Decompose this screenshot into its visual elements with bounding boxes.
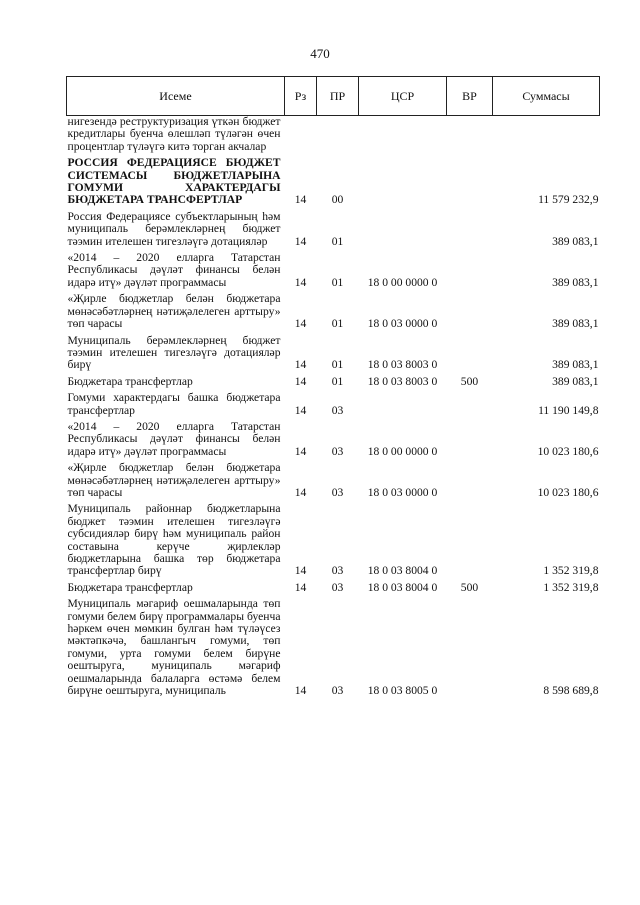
table-row [67, 582, 600, 598]
row-name: Бюджетара трансфертлар [67, 374, 193, 388]
row-rz: 14 [294, 275, 307, 289]
row-csr: 18 0 03 8004 0 [367, 564, 438, 578]
table-body [67, 116, 600, 702]
row-name: Бюджетара трансфертлар [67, 580, 193, 594]
row-csr: 18 0 03 8003 0 [367, 358, 438, 372]
row-name: РОССИЯ ФЕДЕРАЦИЯСЕ БЮДЖЕТ СИСТЕМАСЫ БЮДЖЕТЛАРЫНА ГОМУМИ ХАРАКТЕРДАГЫ БЮДЖЕТАРА ТРАНСФЕРТЛАР [67, 156, 281, 207]
row-pr: 00 [331, 193, 344, 207]
row-pr: 03 [331, 444, 344, 458]
row-name: «Җирле бюджетлар белән бюджетара мөнәсәбәтләрнең нәтиҗәлелеген арттыру» төп чарасы [67, 461, 281, 499]
row-name: Россия Федерациясе субъектларының һәм муниципаль берәмлекләрнең бюджет тәэмин ителешен тигезләүгә дотацияләр [67, 209, 281, 248]
row-vr [447, 116, 493, 158]
row-rz: 14 [294, 234, 307, 248]
row-name: Гомуми характердагы башка бюджетара трансфертлар [67, 391, 281, 417]
table-row [67, 157, 600, 211]
budget-table [66, 76, 600, 701]
row-sum: 10 023 180,6 [537, 444, 599, 458]
row-csr [359, 157, 447, 211]
row-csr [359, 392, 447, 421]
row-csr: 18 0 03 8004 0 [367, 580, 438, 594]
row-name: нигезендә реструктуризация үткән бюджет кредитлары буенча өлешләп түләгән өчен процентлар түләүгә китә торган акчалар [67, 115, 281, 153]
header-name: Исеме [67, 77, 285, 116]
row-rz: 14 [294, 358, 307, 372]
header-rz: Рз [285, 77, 317, 116]
table-row [67, 376, 600, 392]
table-row [67, 421, 600, 462]
row-sum: 389 083,1 [552, 234, 599, 248]
row-pr [317, 116, 359, 158]
row-pr: 01 [331, 317, 344, 331]
row-rz: 14 [294, 684, 307, 698]
row-name: Муниципаль мәгариф оешмаларында төп гомуми белем бирү программалары буенча һәркем өчен мөмкин булган һәм түләүсез мәктәпкәчә, башлангыч гомуми, төп гомуми, урта гомуми белем бирүне оештыруга, муниципаль мәгариф оешмаларында балаларга өстәмә белем бирүне оештыруга, муниципаль [67, 597, 281, 698]
row-sum: 1 352 319,8 [543, 580, 599, 594]
row-csr [359, 116, 447, 158]
row-pr: 03 [331, 403, 344, 417]
header-sum: Суммасы [493, 77, 600, 116]
row-rz: 14 [294, 564, 307, 578]
row-sum: 11 190 149,8 [538, 403, 599, 417]
row-pr: 03 [331, 564, 344, 578]
row-pr: 01 [331, 358, 344, 372]
row-vr [447, 421, 493, 462]
row-pr: 03 [331, 580, 344, 594]
row-vr [447, 252, 493, 293]
row-sum: 389 083,1 [552, 317, 599, 331]
row-vr [447, 293, 493, 334]
row-vr [447, 392, 493, 421]
table-row [67, 211, 600, 252]
row-csr: 18 0 00 0000 0 [367, 275, 438, 289]
row-pr: 01 [331, 234, 344, 248]
row-name: «Җирле бюджетлар белән бюджетара мөнәсәбәтләрнең нәтиҗәлелеген арттыру» төп чарасы [67, 292, 281, 331]
row-name: Муниципаль районнар бюджетларына бюджет тәэмин ителешен тигезләүгә субсидияләр бирү һәм муниципаль район составына керүче җирлекләр бюджетларына башка төр бюджетара трансфертлар бирү [67, 502, 281, 578]
row-csr: 18 0 03 8005 0 [367, 684, 438, 698]
row-sum: 8 598 689,8 [543, 684, 599, 698]
table-row [67, 462, 600, 503]
row-pr: 03 [331, 485, 344, 499]
row-rz: 14 [294, 580, 307, 594]
row-rz: 14 [294, 403, 307, 417]
row-rz [285, 116, 317, 158]
header-pr: ПР [317, 77, 359, 116]
row-rz: 14 [294, 317, 307, 331]
row-rz: 14 [294, 444, 307, 458]
row-name: «2014 – 2020 елларга Татарстан Республикасы дәүләт финансы белән идарә итү» дәүләт программасы [67, 419, 281, 458]
row-sum: 389 083,1 [552, 374, 599, 388]
row-csr [359, 211, 447, 252]
page-number: 470 [310, 46, 330, 61]
row-sum: 10 023 180,6 [537, 485, 599, 499]
table-row [67, 293, 600, 334]
row-csr: 18 0 00 0000 0 [367, 444, 438, 458]
row-pr: 01 [331, 275, 344, 289]
row-rz: 14 [294, 485, 307, 499]
row-pr: 03 [331, 684, 344, 698]
row-pr: 01 [331, 374, 344, 388]
table-header-row [67, 77, 600, 116]
table-row [67, 598, 600, 701]
row-sum: 11 579 232,9 [538, 193, 599, 207]
table-row [67, 392, 600, 421]
row-sum: 389 083,1 [552, 358, 599, 372]
header-csr: ЦСР [359, 77, 447, 116]
table-row [67, 503, 600, 581]
row-csr: 18 0 03 0000 0 [367, 485, 438, 499]
table-row [67, 116, 600, 158]
header-vr: ВР [447, 77, 493, 116]
row-vr [447, 503, 493, 581]
row-vr: 500 [460, 374, 479, 388]
row-vr [447, 211, 493, 252]
row-vr [447, 157, 493, 211]
row-vr: 500 [460, 580, 479, 594]
row-sum: 389 083,1 [552, 275, 599, 289]
row-name: «2014 – 2020 елларга Татарстан Республикасы дәүләт финансы белән идарә итү» дәүләт программасы [67, 251, 281, 289]
row-rz: 14 [294, 374, 307, 388]
row-sum [493, 116, 600, 158]
row-csr: 18 0 03 0000 0 [367, 317, 438, 331]
table-row [67, 335, 600, 376]
table-row [67, 252, 600, 293]
row-csr: 18 0 03 8003 0 [367, 374, 438, 388]
row-sum: 1 352 319,8 [543, 564, 599, 578]
row-rz: 14 [294, 193, 307, 207]
row-vr [447, 462, 493, 503]
row-vr [447, 335, 493, 376]
row-name: Муниципаль берәмлекләрнең бюджет тәэмин ителешен тигезләүгә дотацияләр бирү [67, 333, 281, 372]
row-vr [447, 598, 493, 701]
